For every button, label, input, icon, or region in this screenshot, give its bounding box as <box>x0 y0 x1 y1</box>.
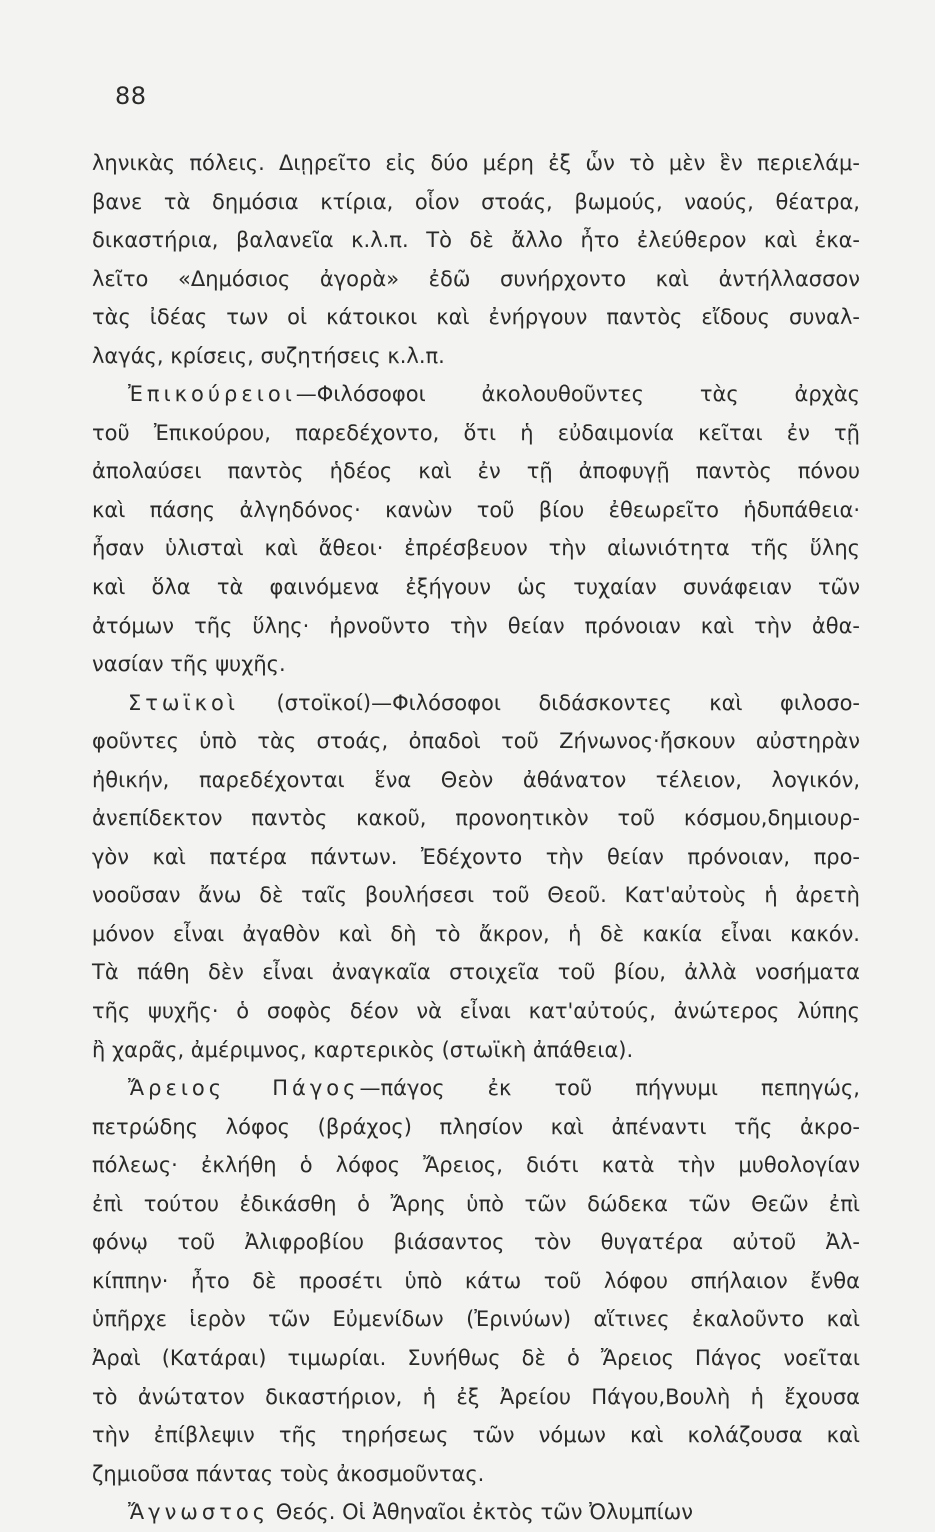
text-line: Τὰ πάθη δὲν εἶναι ἀναγκαῖα στοιχεῖα τοῦ βίου, ἀλλὰ νοσήματα <box>92 960 860 985</box>
entry-lead: (στοϊκοί)—Φιλόσοφοι διδάσκοντες καὶ φιλοσο- <box>238 690 860 715</box>
text-line: ἢ χαρᾶς, ἀμέριμνος, καρτερικὸς (στωϊκὴ ἀπάθεια). <box>92 1037 634 1062</box>
text-line: τοῦ Ἐπικούρου, παρεδέχοντο, ὅτι ἡ εὐδαιμονία κεῖται ἐν τῇ <box>92 420 860 445</box>
text-line: ληνικὰς πόλεις. Διῃρεῖτο εἰς δύο μέρη ἐξ ὧν τὸ μὲν ἓν περιελάμ- <box>92 151 860 175</box>
text-line: πετρώδης λόφος (βράχος) πλησίον καὶ ἀπέναντι τῆς ἀκρο- <box>92 1114 860 1139</box>
text-line: κίππην· ἦτο δὲ προσέτι ὑπὸ κάτω τοῦ λόφου σπήλαιον ἔνθα <box>92 1268 860 1293</box>
text-line: πόλεως· ἐκλήθη ὁ λόφος Ἄρειος, διότι κατὰ τὴν μυθολογίαν <box>92 1153 860 1178</box>
text-line: ἀνεπίδεκτον παντὸς κακοῦ, προνοητικὸν τοῦ κόσμου,δημιουρ- <box>92 806 860 831</box>
entry-unknown-god <box>92 1493 860 1532</box>
entry-heading: Ἄρειος Πάγος <box>128 1076 360 1101</box>
text-line: τὴν ἐπίβλεψιν τῆς τηρήσεως τῶν νόμων καὶ κολάζουσα καὶ <box>92 1423 860 1448</box>
text-line: ἦσαν ὑλισταὶ καὶ ἄθεοι· ἐπρέσβευον τὴν αἰωνιότητα τῆς ὕλης <box>92 536 860 561</box>
text-line: τὰς ἰδέας των οἱ κάτοικοι καὶ ἐνήργουν παντὸς εἴδους συναλ- <box>92 305 860 330</box>
text-line: λεῖτο «Δημόσιος ἀγορὰ» ἐδῶ συνήρχοντο καὶ ἀντήλλασσον <box>92 266 860 291</box>
entry-heading: Στωϊκοὶ <box>128 690 239 715</box>
entry-heading: Ἐπικούρειοι <box>128 382 296 407</box>
text-line: φόνῳ τοῦ Ἀλιφροβίου βιάσαντος τὸν θυγατέρα αὐτοῦ Ἀλ- <box>92 1230 860 1255</box>
text-line: νασίαν τῆς ψυχῆς. <box>92 652 286 677</box>
text-line: ἠθικήν, παρεδέχονται ἕνα Θεὸν ἀθάνατον τέλειον, λογικόν, <box>92 767 860 792</box>
text-line: μόνον εἶναι ἀγαθὸν καὶ δὴ τὸ ἄκρον, ἡ δὲ κακία εἶναι κακόν. <box>92 921 860 946</box>
text-line: ἀτόμων τῆς ὕλης· ἠρνοῦντο τὴν θείαν πρόνοιαν καὶ τὴν ἀθα- <box>92 613 860 638</box>
text-line: τὸ ἀνώτατον δικαστήριον, ἡ ἐξ Ἀρείου Πάγου,Βουλὴ ἡ ἔχουσα <box>92 1384 860 1409</box>
text-line: ἀπολαύσει παντὸς ἡδέος καὶ ἐν τῇ ἀποφυγῇ παντὸς πόνου <box>92 459 860 484</box>
entry-lead: —Φιλόσοφοι ἀκολουθοῦντες τὰς ἀρχὰς <box>295 382 860 407</box>
text-line: λαγάς, κρίσεις, συζητήσεις κ.λ.π. <box>92 343 445 368</box>
page-number: 88 <box>115 82 147 110</box>
entry-lead: Θεός. Οἱ Ἀθηναῖοι ἐκτὸς τῶν Ὀλυμπίων <box>269 1500 693 1525</box>
text-line: τῆς ψυχῆς· ὁ σοφὸς δέον νὰ εἶναι κατ'αὐτούς, ἀνώτερος λύπης <box>92 999 860 1024</box>
entry-epicureans <box>92 375 860 414</box>
entry-heading: Ἄγνωστος <box>128 1500 270 1525</box>
text-line: ὑπῆρχε ἱερὸν τῶν Εὐμενίδων (Ἐρινύων) αἵτινες ἐκαλοῦντο καὶ <box>92 1307 860 1332</box>
text-line: ζημιοῦσα πάντας τοὺς ἀκοσμοῦντας. <box>92 1461 485 1486</box>
text-line: καὶ ὅλα τὰ φαινόμενα ἐξήγουν ὡς τυχαίαν συνάφειαν τῶν <box>92 575 860 600</box>
page-text <box>92 144 860 1532</box>
entry-stoics <box>92 684 860 723</box>
text-line: ἐπὶ τούτου ἐδικάσθη ὁ Ἄρης ὑπὸ τῶν δώδεκα τῶν Θεῶν ἐπὶ <box>92 1191 860 1216</box>
entry-areopagus <box>92 1069 860 1108</box>
text-line: δικαστήρια, βαλανεῖα κ.λ.π. Τὸ δὲ ἄλλο ἦτο ἐλεύθερον καὶ ἐκα- <box>92 228 860 253</box>
text-line: νοοῦσαν ἄνω δὲ ταῖς βουλήσεσι τοῦ Θεοῦ. Κατ'αὐτοὺς ἡ ἀρετὴ <box>92 883 860 908</box>
text-line: καὶ πάσης ἀλγηδόνος· κανὼν τοῦ βίου ἐθεωρεῖτο ἡδυπάθεια· <box>92 497 860 522</box>
text-line: φοῦντες ὑπὸ τὰς στοάς, ὀπαδοὶ τοῦ Ζήνωνος·ἤσκουν αὐστηρὰν <box>92 729 860 754</box>
entry-lead: —πάγος ἐκ τοῦ πήγνυμι πεπηγώς, <box>359 1076 860 1101</box>
text-line: βανε τὰ δημόσια κτίρια, οἷον στοάς, βωμούς, ναούς, θέατρα, <box>92 189 860 214</box>
text-line: γὸν καὶ πατέρα πάντων. Ἐδέχοντο τὴν θείαν πρόνοιαν, προ- <box>92 844 860 869</box>
text-line: Ἀραὶ (Κατάραι) τιμωρίαι. Συνήθως δὲ ὁ Ἄρειος Πάγος νοεῖται <box>92 1345 860 1370</box>
